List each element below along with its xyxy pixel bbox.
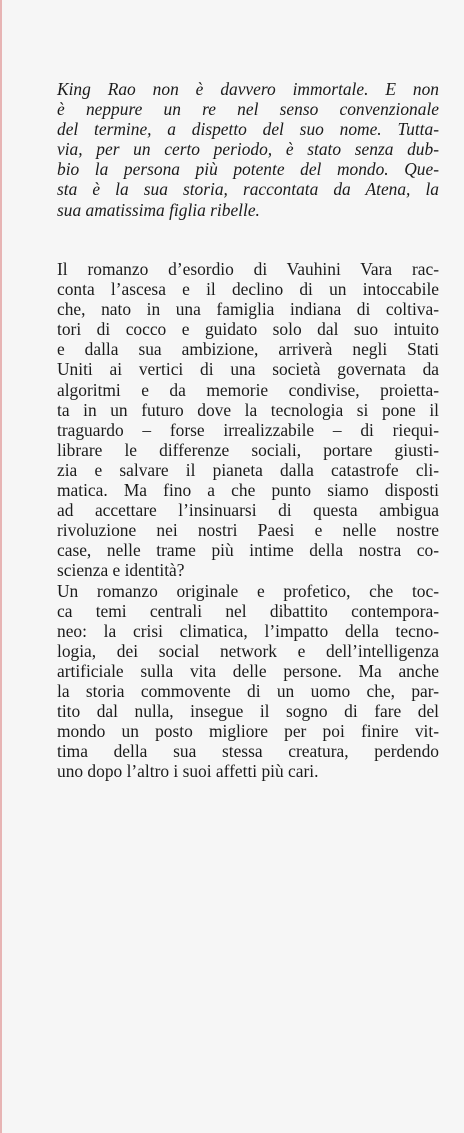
body-line: algoritmi e da memorie condivise, proietta- <box>57 379 439 400</box>
body-line: e dalla sua ambizione, arriverà negli Stati <box>57 339 439 360</box>
body-line: uno dopo l’altro i suoi affetti più cari. <box>57 761 319 782</box>
body-line: mondo un posto migliore per poi finire vit- <box>57 721 439 742</box>
body-line: tori di cocco e guidato solo dal suo intuito <box>57 319 439 340</box>
body-line: tito dal nulla, insegue il sogno di fare del <box>57 701 439 722</box>
intro-line: bio la persona più potente del mondo. Que- <box>57 159 439 180</box>
body-line: ca temi centrali nel dibattito contempora- <box>57 600 439 621</box>
body-line: traguardo – forse irrealizzabile – di riequi- <box>57 419 439 440</box>
body-line: conta l’ascesa e il declino di un intoccabile <box>57 279 439 300</box>
intro-paragraph <box>57 79 439 220</box>
description-paragraphs <box>57 259 439 781</box>
body-line: scienza e identità? <box>57 560 185 581</box>
body-line: Un romanzo originale e profetico, che toc- <box>57 580 439 601</box>
body-line: che, nato in una famiglia indiana di coltiva- <box>57 299 439 320</box>
body-line: ad accettare l’insinuarsi di questa ambigua <box>57 500 439 521</box>
intro-line: sua amatissima figlia ribelle. <box>57 199 260 220</box>
body-line: matica. Ma fino a che punto siamo disposti <box>57 480 439 501</box>
body-line: zia e salvare il pianeta dalla catastrofe cli- <box>57 459 439 480</box>
body-line: Il romanzo d’esordio di Vauhini Vara rac- <box>57 259 439 279</box>
intro-line: via, per un certo periodo, è stato senza dub- <box>57 139 439 160</box>
intro-line: sta è la sua storia, raccontata da Atena, la <box>57 179 439 200</box>
intro-line: King Rao non è davvero immortale. E non <box>57 79 439 99</box>
page-edge-line <box>0 0 2 1133</box>
body-line: case, nelle trame più intime della nostra co- <box>57 540 439 561</box>
intro-line: è neppure un re nel senso convenzionale <box>57 99 439 120</box>
body-line: librare le differenze sociali, portare giusti- <box>57 439 439 460</box>
body-line: artificiale sulla vita delle persone. Ma anche <box>57 660 439 681</box>
body-line: rivoluzione nei nostri Paesi e nelle nostre <box>57 520 439 541</box>
body-line: ta in un futuro dove la tecnologia si pone il <box>57 399 439 420</box>
intro-line: del termine, a dispetto del suo nome. Tutta- <box>57 119 439 140</box>
body-line: tima della sua stessa creatura, perdendo <box>57 741 439 762</box>
body-line: neo: la crisi climatica, l’impatto della tecno- <box>57 620 439 641</box>
body-line: la storia commovente di un uomo che, par- <box>57 680 439 701</box>
body-line: Uniti ai vertici di una società governata da <box>57 359 439 380</box>
body-line: logia, dei social network e dell’intelligenza <box>57 640 439 661</box>
